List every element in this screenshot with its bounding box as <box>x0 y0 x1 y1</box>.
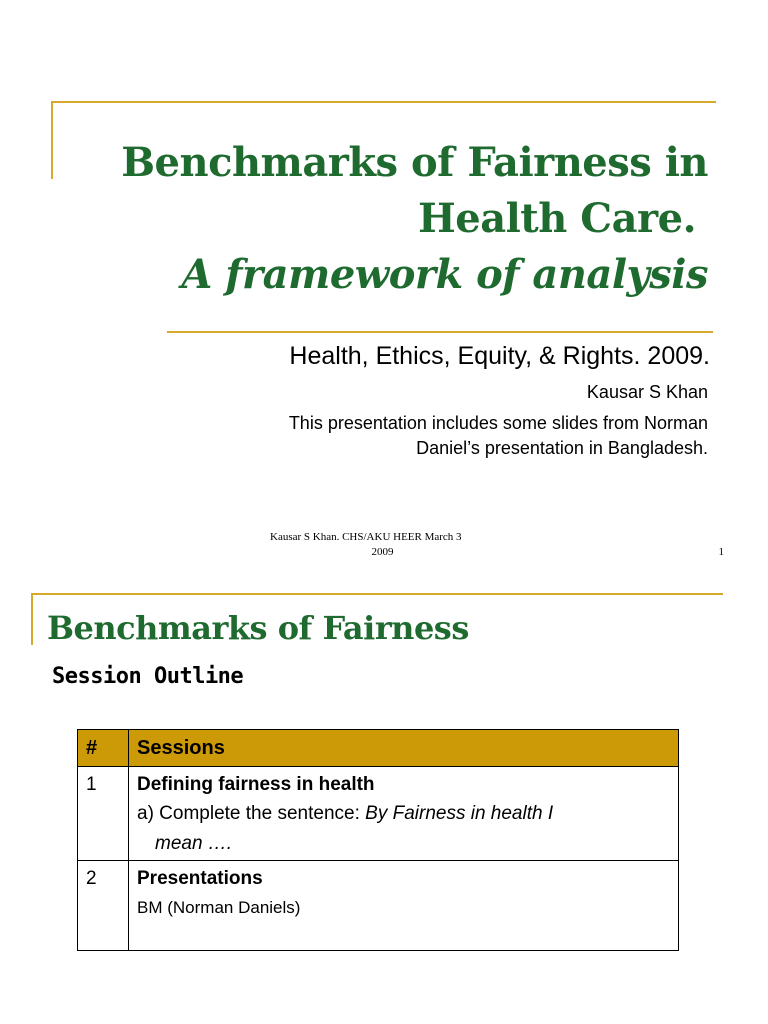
note-line-1: This presentation includes some slides from Norman <box>288 413 708 433</box>
row-detail <box>129 799 678 829</box>
row-detail-italic-2: mean …. <box>155 833 233 854</box>
row-detail-continuation <box>129 829 678 859</box>
subtitle-separator-line <box>167 331 713 333</box>
table-header-row <box>78 730 679 767</box>
row-detail-italic-1: By Fairness in health I <box>365 803 554 824</box>
row-heading: Defining fairness in health <box>137 774 375 795</box>
top-accent-line-2 <box>31 593 723 595</box>
column-header-number: # <box>78 730 129 767</box>
table-row <box>78 861 679 951</box>
top-accent-line <box>51 101 716 103</box>
row-detail-prefix: BM <box>137 898 168 917</box>
left-accent-line <box>51 101 53 179</box>
row-detail <box>129 893 678 923</box>
row-number-cell <box>78 767 129 861</box>
left-accent-line-2 <box>31 593 33 645</box>
table-row <box>78 767 679 861</box>
author-name: Kausar S Khan <box>586 382 708 402</box>
footer-text-line-2: 2009 <box>371 546 394 558</box>
row-heading: Presentations <box>137 868 263 889</box>
slide-title-line-1: Benchmarks of Fairness in <box>121 139 708 186</box>
row-number: 1 <box>86 774 97 795</box>
row-number-cell <box>78 861 129 951</box>
row-detail-prefix: a) Complete the sentence: <box>137 803 366 824</box>
session-outline-heading: Session Outline <box>52 664 244 689</box>
sessions-table <box>77 729 679 951</box>
row-detail-small: (Norman Daniels) <box>167 898 301 917</box>
slide-subtitle: Health, Ethics, Equity, & Rights. 2009. <box>289 342 710 370</box>
column-header-sessions: Sessions <box>129 730 679 767</box>
slide-title-line-3: A framework of analysis <box>181 251 708 298</box>
slide-2-title: Benchmarks of Fairness <box>47 609 469 647</box>
row-content-cell <box>129 767 679 861</box>
note-line-2: Daniel’s presentation in Bangladesh. <box>416 438 708 458</box>
page-number: 1 <box>718 546 724 558</box>
slide-title-line-2: Health Care. <box>417 195 696 242</box>
row-number: 2 <box>86 868 97 889</box>
footer-text-line-1: Kausar S Khan. CHS/AKU HEER March 3 <box>270 531 462 543</box>
row-content-cell <box>129 861 679 951</box>
